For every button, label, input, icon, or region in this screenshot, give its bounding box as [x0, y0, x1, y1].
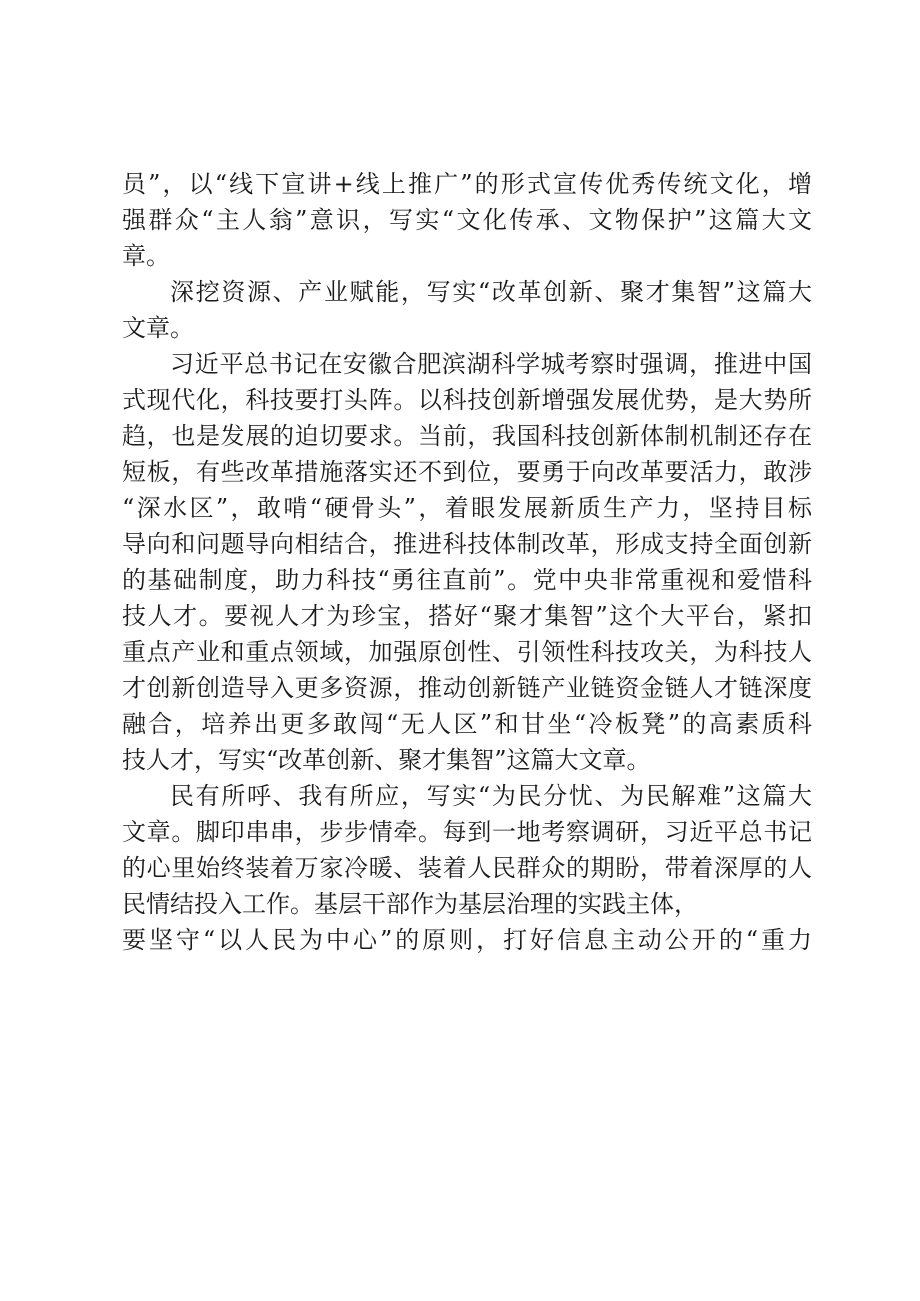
text-line: 短板，有些改革措施落实还不到位，要勇于向改革要活力，敢涉	[122, 458, 812, 486]
text-line: 文章。	[122, 314, 194, 342]
text-line: 民情结投入工作。基层干部作为基层治理的实践主体，	[122, 890, 698, 918]
text-line: 文章。脚印串串，步步情牵。每到一地考察调研，习近平总书记	[122, 818, 812, 846]
text-line: 要坚守“以人民为中心”的原则，打好信息主动公开的“重力	[122, 926, 812, 954]
text-line: 重点产业和重点领域，加强原创性、引领性科技攻关，为科技人	[122, 638, 812, 666]
text-line: 融合，培养出更多敢闯“无人区”和甘坐“冷板凳”的高素质科	[122, 710, 812, 738]
text-line: 技人才，写实“改革创新、聚才集智”这篇大文章。	[122, 746, 651, 774]
text-line: 强群众“主人翁”意识，写实“文化传承、文物保护”这篇大文	[122, 206, 812, 234]
text-line: 趋，也是发展的迫切要求。当前，我国科技创新体制机制还存在	[122, 422, 812, 450]
text-line: “深水区”，敢啃“硬骨头”，着眼发展新质生产力，坚持目标	[122, 494, 812, 522]
text-line: 章。	[122, 242, 170, 270]
text-line: 才创新创造导入更多资源，推动创新链产业链资金链人才链深度	[122, 674, 812, 702]
text-line: 导向和问题导向相结合，推进科技体制改革，形成支持全面创新	[122, 530, 812, 558]
text-line: 的基础制度，助力科技“勇往直前”。党中央非常重视和爱惜科	[122, 566, 812, 594]
text-line: 深挖资源、产业赋能，写实“改革创新、聚才集智”这篇大	[170, 278, 812, 306]
text-line: 民有所呼、我有所应，写实“为民分忧、为民解难”这篇大	[170, 782, 812, 810]
text-line: 技人才。要视人才为珍宝，搭好“聚才集智”这个大平台，紧扣	[122, 602, 812, 630]
text-line: 习近平总书记在安徽合肥滨湖科学城考察时强调，推进中国	[170, 350, 812, 378]
body-text	[122, 166, 812, 958]
text-line: 式现代化，科技要打头阵。以科技创新增强发展优势，是大势所	[122, 386, 812, 414]
text-line: 员”，以“线下宣讲+线上推广”的形式宣传优秀传统文化，增	[122, 170, 812, 198]
text-line: 的心里始终装着万家冷暖、装着人民群众的期盼，带着深厚的人	[122, 854, 812, 882]
